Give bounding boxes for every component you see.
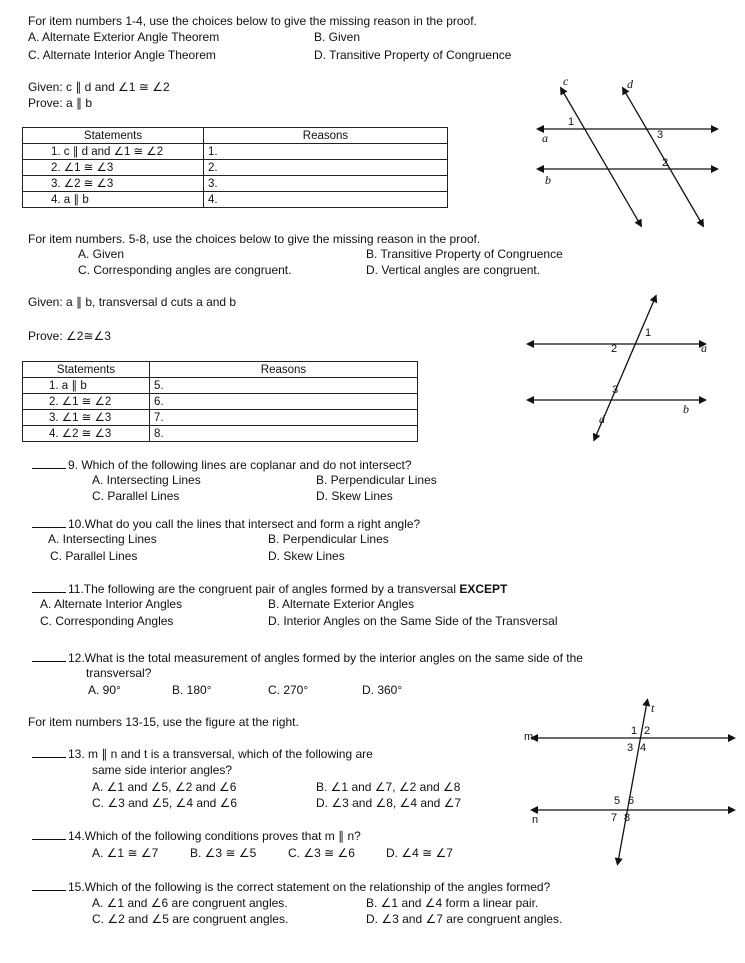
- table-row: [23, 192, 448, 208]
- q10-question: [32, 516, 420, 531]
- part2-header-statements: Statements: [23, 362, 150, 378]
- q10-choice-d[interactable]: D. Skew Lines: [268, 549, 345, 563]
- q12-text-line2: transversal?: [86, 666, 152, 680]
- q12-question: [32, 650, 583, 665]
- q12-choice-c[interactable]: C. 270°: [268, 683, 309, 697]
- q11-answer-blank[interactable]: [32, 581, 66, 593]
- q15-question: [32, 879, 550, 894]
- part1-choice-d: D. Transitive Property of Congruence: [314, 48, 512, 62]
- q15-text: 15.Which of the following is the correct statement on the relationship of the angles formed?: [68, 880, 551, 894]
- q11-choice-d[interactable]: D. Interior Angles on the Same Side of the Transversal: [268, 614, 558, 628]
- label-a: a: [701, 341, 707, 355]
- q14-choice-b[interactable]: B. ∠3 ≅ ∠5: [190, 846, 257, 860]
- part3-instruction: For item numbers 13-15, use the figure at the right.: [28, 715, 299, 729]
- statement-cell: 3. ∠1 ≅ ∠3: [23, 410, 150, 426]
- q11-emphasis: EXCEPT: [459, 582, 508, 596]
- angle-label-1: 1: [568, 116, 575, 128]
- part2-choice-b: B. Transitive Property of Congruence: [366, 247, 563, 261]
- angle-label-8: 8: [624, 812, 631, 824]
- label-d: d: [627, 77, 633, 91]
- q13-choice-a[interactable]: A. ∠1 and ∠5, ∠2 and ∠6: [92, 780, 237, 794]
- reason-cell[interactable]: 4.: [204, 192, 448, 208]
- q11-question: [32, 581, 507, 596]
- label-t: t: [651, 701, 655, 715]
- part1-choice-b: B. Given: [314, 30, 361, 44]
- q12-choice-d[interactable]: D. 360°: [362, 683, 403, 697]
- q11-text: 11.The following are the congruent pair of angles formed by a transversal: [68, 582, 460, 596]
- angle-label-1: 1: [631, 725, 638, 737]
- part2-given: Given: a ∥ b, transversal d cuts a and b: [28, 295, 237, 309]
- q9-answer-blank[interactable]: [32, 457, 66, 469]
- angle-label-3: 3: [612, 384, 619, 396]
- statement-cell: 1. c ∥ d and ∠1 ≅ ∠2: [23, 144, 204, 160]
- part3-figure: [520, 700, 740, 865]
- statement-cell: 1. a ∥ b: [23, 378, 150, 394]
- q15-choice-d[interactable]: D. ∠3 and ∠7 are congruent angles.: [366, 912, 563, 926]
- table-row: [23, 410, 418, 426]
- line-c: [562, 90, 640, 224]
- part2-proof-table: [22, 361, 418, 442]
- table-row: [23, 160, 448, 176]
- angle-label-2: 2: [644, 725, 651, 737]
- q11-choice-a[interactable]: A. Alternate Interior Angles: [40, 597, 183, 611]
- q13-answer-blank[interactable]: [32, 746, 66, 758]
- statement-cell: 2. ∠1 ≅ ∠3: [23, 160, 204, 176]
- statement-cell: 4. a ∥ b: [23, 192, 204, 208]
- part1-header-statements: Statements: [23, 128, 204, 144]
- q10-choice-a[interactable]: A. Intersecting Lines: [48, 532, 157, 546]
- angle-label-3: 3: [657, 129, 664, 141]
- reason-cell[interactable]: 8.: [150, 426, 418, 442]
- q15-choice-a[interactable]: A. ∠1 and ∠6 are congruent angles.: [92, 896, 288, 910]
- q13-question: [32, 746, 373, 761]
- label-m: m: [524, 731, 534, 743]
- label-n: n: [532, 814, 539, 826]
- q14-choice-d[interactable]: D. ∠4 ≅ ∠7: [386, 846, 453, 860]
- angle-label-4: 4: [640, 742, 647, 754]
- reason-cell[interactable]: 1.: [204, 144, 448, 160]
- part2-choice-d: D. Vertical angles are congruent.: [366, 263, 541, 277]
- statement-cell: 4. ∠2 ≅ ∠3: [23, 426, 150, 442]
- q9-choice-a[interactable]: A. Intersecting Lines: [92, 473, 201, 487]
- part1-header-reasons: Reasons: [204, 128, 448, 144]
- q9-choice-b[interactable]: B. Perpendicular Lines: [316, 473, 437, 487]
- reason-cell[interactable]: 7.: [150, 410, 418, 426]
- q9-choice-c[interactable]: C. Parallel Lines: [92, 489, 180, 503]
- part1-instruction: For item numbers 1-4, use the choices below to give the missing reason in the proof.: [28, 14, 477, 28]
- part1-proof-table: [22, 127, 448, 208]
- q13-choice-d[interactable]: D. ∠3 and ∠8, ∠4 and ∠7: [316, 796, 462, 810]
- table-row: [23, 426, 418, 442]
- q11-choice-b[interactable]: B. Alternate Exterior Angles: [268, 597, 415, 611]
- q10-choice-b[interactable]: B. Perpendicular Lines: [268, 532, 389, 546]
- q15-answer-blank[interactable]: [32, 879, 66, 891]
- part1-choice-a: A. Alternate Exterior Angle Theorem: [28, 30, 220, 44]
- part2-choice-a: A. Given: [78, 247, 125, 261]
- label-b: b: [545, 173, 551, 187]
- angle-label-5: 5: [614, 795, 621, 807]
- q15-choice-b[interactable]: B. ∠1 and ∠4 form a linear pair.: [366, 896, 539, 910]
- angle-label-3: 3: [627, 742, 634, 754]
- q12-choice-b[interactable]: B. 180°: [172, 683, 212, 697]
- part2-figure: [525, 292, 725, 442]
- label-d: d: [599, 412, 605, 426]
- table-row: [23, 144, 448, 160]
- q14-question: [32, 828, 361, 843]
- angle-label-2: 2: [662, 157, 669, 169]
- q14-choice-a[interactable]: A. ∠1 ≅ ∠7: [92, 846, 159, 860]
- label-a: a: [542, 131, 548, 145]
- angle-label-6: 6: [628, 795, 635, 807]
- part1-figure: [530, 72, 730, 232]
- q9-text: 9. Which of the following lines are coplanar and do not intersect?: [68, 458, 412, 472]
- table-row: [23, 394, 418, 410]
- q10-text: 10.What do you call the lines that intersect and form a right angle?: [68, 517, 421, 531]
- q12-answer-blank[interactable]: [32, 650, 66, 662]
- q14-answer-blank[interactable]: [32, 828, 66, 840]
- q13-choice-c[interactable]: C. ∠3 and ∠5, ∠4 and ∠6: [92, 796, 238, 810]
- part2-prove: Prove: ∠2≅∠3: [28, 329, 111, 343]
- label-c: c: [563, 74, 569, 88]
- part1-choice-c: C. Alternate Interior Angle Theorem: [28, 48, 216, 62]
- q14-choice-c[interactable]: C. ∠3 ≅ ∠6: [288, 846, 355, 860]
- statement-cell: 2. ∠1 ≅ ∠2: [23, 394, 150, 410]
- q15-choice-c[interactable]: C. ∠2 and ∠5 are congruent angles.: [92, 912, 289, 926]
- q12-choice-a[interactable]: A. 90°: [88, 683, 121, 697]
- q13-choice-b[interactable]: B. ∠1 and ∠7, ∠2 and ∠8: [316, 780, 461, 794]
- q12-text: 12.What is the total measurement of angles formed by the interior angles on the same side of the: [68, 651, 583, 665]
- angle-label-2: 2: [611, 343, 618, 355]
- table-row: [23, 378, 418, 394]
- q11-choice-c[interactable]: C. Corresponding Angles: [40, 614, 174, 628]
- reason-cell[interactable]: 2.: [204, 160, 448, 176]
- part1-given: Given: c ∥ d and ∠1 ≅ ∠2: [28, 80, 170, 94]
- reason-cell[interactable]: 6.: [150, 394, 418, 410]
- q13-text: 13. m ∥ n and t is a transversal, which of the following are: [68, 747, 373, 761]
- q9-question: [32, 457, 412, 472]
- q10-answer-blank[interactable]: [32, 516, 66, 528]
- q9-choice-d[interactable]: D. Skew Lines: [316, 489, 393, 503]
- angle-label-1: 1: [645, 327, 652, 339]
- part2-header-reasons: Reasons: [150, 362, 418, 378]
- label-b: b: [683, 402, 689, 416]
- reason-cell[interactable]: 3.: [204, 176, 448, 192]
- part2-instruction: For item numbers. 5-8, use the choices below to give the missing reason in the proof.: [28, 232, 481, 246]
- q14-text: 14.Which of the following conditions proves that m ∥ n?: [68, 829, 361, 843]
- table-row: [23, 176, 448, 192]
- angle-label-7: 7: [611, 812, 618, 824]
- statement-cell: 3. ∠2 ≅ ∠3: [23, 176, 204, 192]
- q10-choice-c[interactable]: C. Parallel Lines: [50, 549, 138, 563]
- reason-cell[interactable]: 5.: [150, 378, 418, 394]
- q13-text-line2: same side interior angles?: [92, 763, 233, 777]
- part2-choice-c: C. Corresponding angles are congruent.: [78, 263, 292, 277]
- part1-prove: Prove: a ∥ b: [28, 96, 93, 110]
